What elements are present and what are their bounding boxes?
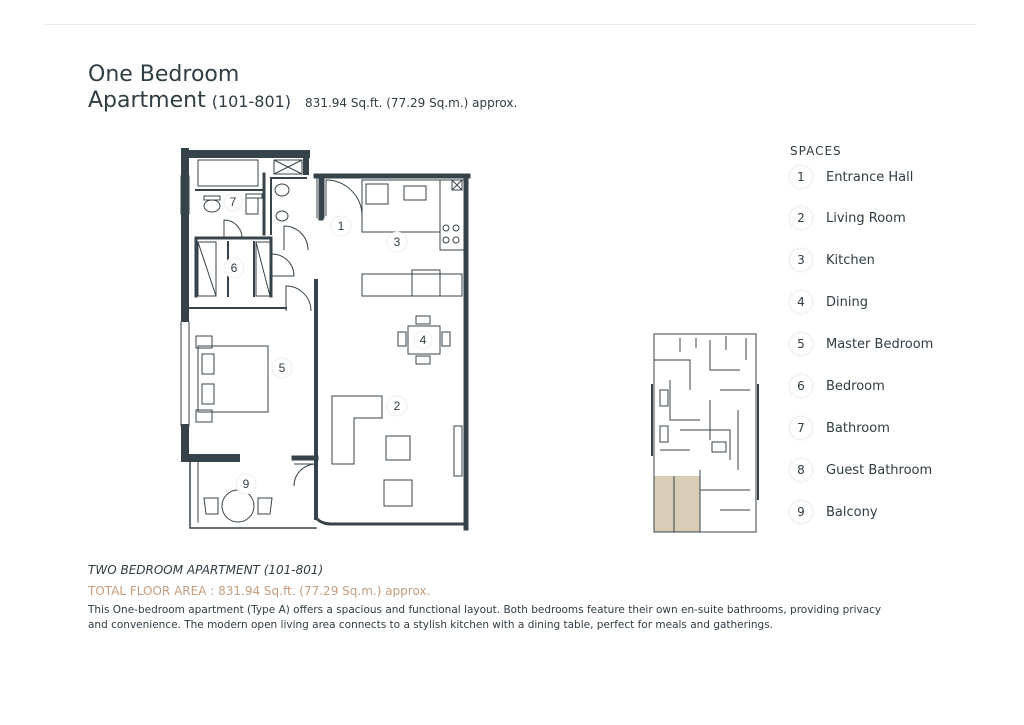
space-label: Entrance Hall	[826, 169, 914, 185]
unit-range: (101-801)	[211, 92, 292, 111]
page-title-apartment: Apartment	[88, 88, 206, 113]
space-number: 1	[790, 166, 812, 188]
space-item-master-bedroom	[790, 329, 933, 359]
space-label: Living Room	[826, 210, 906, 226]
space-item-kitchen	[790, 245, 875, 275]
space-label: Guest Bathroom	[826, 462, 933, 478]
space-item-guest-bathroom	[790, 455, 932, 485]
page-title-line1: One Bedroom	[88, 62, 240, 87]
apartment-description: This One-bedroom apartment (Type A) offers a spacious and functional layout. Both bedrooms feature their own en-suite bathrooms, providing privacy and convenience. The modern open living area connects to a stylish kitchen with a dining table, perfect for meals and gatherings.	[88, 604, 882, 631]
space-label: Master Bedroom	[826, 336, 934, 352]
spaces-heading: SPACES	[790, 144, 842, 158]
space-item-bedroom	[790, 371, 885, 401]
floor-plan	[176, 146, 476, 536]
top-divider	[44, 24, 976, 25]
space-number: 5	[790, 333, 812, 355]
area-text: 831.94 Sq.ft. (77.29 Sq.m.) approx.	[305, 96, 518, 110]
plan-label-7: 7	[229, 195, 237, 209]
space-item-balcony	[790, 497, 878, 527]
space-label: Bedroom	[826, 378, 885, 394]
plan-label-5: 5	[278, 361, 286, 375]
space-item-dining	[790, 287, 868, 317]
plan-label-6: 6	[230, 261, 238, 275]
total-floor-area: TOTAL FLOOR AREA : 831.94 Sq.ft. (77.29 Sq.m.) approx.	[88, 584, 431, 598]
key-plan	[650, 330, 760, 536]
space-number: 8	[790, 459, 812, 481]
space-label: Balcony	[826, 504, 878, 520]
space-label: Dining	[826, 294, 868, 310]
space-number: 4	[790, 291, 812, 313]
page-title-line2	[88, 88, 517, 113]
space-item-living-room	[790, 203, 906, 233]
plan-label-1: 1	[337, 219, 345, 233]
space-number: 9	[790, 501, 812, 523]
plan-label-4: 4	[419, 333, 427, 347]
space-item-bathroom	[790, 413, 890, 443]
key-plan-highlight	[654, 476, 700, 532]
space-number: 7	[790, 417, 812, 439]
space-number: 6	[790, 375, 812, 397]
space-item-entrance-hall	[790, 162, 913, 192]
plan-label-2: 2	[393, 399, 401, 413]
space-label: Kitchen	[826, 252, 875, 268]
apartment-subheading: TWO BEDROOM APARTMENT (101-801)	[88, 563, 324, 577]
plan-label-9: 9	[242, 477, 250, 491]
space-number: 2	[790, 207, 812, 229]
space-label: Bathroom	[826, 420, 890, 436]
space-number: 3	[790, 249, 812, 271]
plan-label-3: 3	[393, 235, 401, 249]
